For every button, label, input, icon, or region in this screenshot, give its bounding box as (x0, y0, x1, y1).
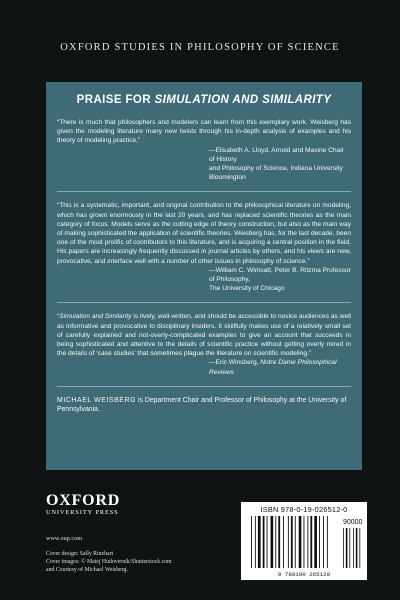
quote-3-attribution (209, 358, 351, 376)
author-bio-text: is Department Chair and Professor of Philosophy at the University of Pennsylvania. (57, 396, 347, 414)
barcode-bar (251, 516, 252, 568)
quote-3-book-title: Simulation and Similarity (59, 313, 132, 321)
barcode-bar (283, 516, 284, 568)
praise-book-title: SIMULATION AND SIMILARITY (154, 94, 332, 106)
barcode-bar (275, 516, 276, 568)
praise-prefix: PRAISE FOR (76, 94, 155, 106)
quote-3-attribution-name: —Eric Winsberg, (209, 359, 261, 367)
barcode-bar (327, 516, 328, 568)
quote-2-attribution-1: —William C. Wimsatt, Peter B. Ritzma Professor of Philosophy, (209, 266, 351, 284)
author-name: MICHAEL WEISBERG (57, 396, 137, 404)
barcode-bar (278, 516, 280, 568)
barcode-bar (307, 516, 308, 568)
quote-3: “Simulation and Similarity is lively, well-written, and should be accessible to novice audiences as well as informative and provocative to disciplinary insiders. It skillfully makes use of a relatively small set of carefully explained and not-overly-complicated examples to give an account that succeeds in being sophisticated and attentive to the details of scientific practice without getting overly mired in the details of ‘case studies’ that sometimes plague the literature on scientific modeling.” (57, 313, 351, 358)
barcode-digits: 9 780190 265120 (277, 571, 331, 578)
barcode-addon-bar (359, 528, 360, 568)
barcode-addon-bar (343, 528, 344, 568)
quote-1-text: “There is much that philosophers and modelers can learn from this exemplary work. Weisberg has given the modeling literature many new twists through his in-depth analysis of examples and his theory of modeling practice.” (57, 119, 351, 145)
quote-3-attribution-journal: Notre Dame Philosophical Reviews (209, 359, 337, 376)
price-code: 90000 (343, 519, 363, 526)
quote-1-attribution-1: —Elisabeth A. Lloyd, Arnold and Maxine Chair of History (209, 146, 344, 163)
barcode-bar (288, 516, 289, 568)
barcode-bar (291, 516, 293, 568)
barcode-box (241, 502, 367, 580)
praise-heading (57, 94, 351, 106)
quote-3-text: is lively, well-written, and should be accessible to novice audiences as well as informative and provocative to disciplinary insiders. It skillfully makes use of a relatively small set of carefully explained and not-overly-complicated examples to give an account that succeeds in being sophisticated and attentive to the details of scientific practice without getting overly mired in the details of ‘case studies’ that sometimes plague the literature on scientific modeling.” (57, 313, 351, 358)
barcode-addon-bar (356, 528, 358, 568)
barcode-bar (319, 516, 320, 568)
barcode-bar (267, 516, 268, 568)
credit-line-3: and Courtesy of Michael Weisberg. (46, 566, 128, 573)
barcode-bar (255, 516, 256, 568)
publisher-url: www.oup.com (46, 535, 83, 542)
credit-line-2: Cover images: © Matej Hudovernik/Shutterstock.com (46, 558, 172, 565)
barcode-bar (299, 516, 302, 568)
barcode-bar (295, 516, 296, 568)
barcode-bar (258, 516, 261, 568)
barcode-bar (323, 516, 324, 568)
quote-1-attribution-2: and Philosophy of Science, Indiana University Bloomington (209, 165, 343, 182)
publisher-name: OXFORD (46, 492, 121, 509)
isbn-text: ISBN 978-0-19-026512-0 (260, 505, 348, 514)
barcode-bar (314, 516, 317, 568)
barcode-bar (271, 516, 274, 568)
quote-2-text: “This is a systematic, important, and original contribution to the philosophical literature on modeling, which has grown enormously in the last 20 years, and has replaced scientific theories as the main category of focus. Models serve as the cutting edge of theory construction, but also as the main way of making sophisticated the application of scientific theories. Weisberg has, for the last decade, been one of the most prolific of contributors to this literature, and is acquiring a central position in the field. His papers are increasingly frequently discussed in journal articles by others, and his views are new, provocative, and interface well with a number of other issues in philosophy of science.” (57, 202, 351, 265)
divider (57, 386, 351, 387)
barcode-addon-bar (353, 528, 354, 568)
praise-panel (46, 82, 362, 470)
series-title: OXFORD STUDIES IN PHILOSOPHY OF SCIENCE (60, 42, 340, 53)
cover-credits (46, 551, 172, 574)
barcode-bar (304, 516, 305, 568)
divider (57, 302, 351, 303)
credit-line-1: Cover design: Sally Rinehart (46, 551, 114, 557)
oxford-logo (46, 492, 120, 516)
quote-2-attribution-2: The University of Chicago (209, 285, 285, 293)
author-bio (57, 396, 351, 415)
barcode-addon-bar (349, 528, 350, 568)
barcode-bar (263, 516, 265, 568)
divider (57, 191, 351, 192)
publisher-sub: UNIVERSITY PRESS (46, 509, 119, 516)
barcode-addon-bar (346, 528, 348, 568)
barcode-bar (310, 516, 312, 568)
